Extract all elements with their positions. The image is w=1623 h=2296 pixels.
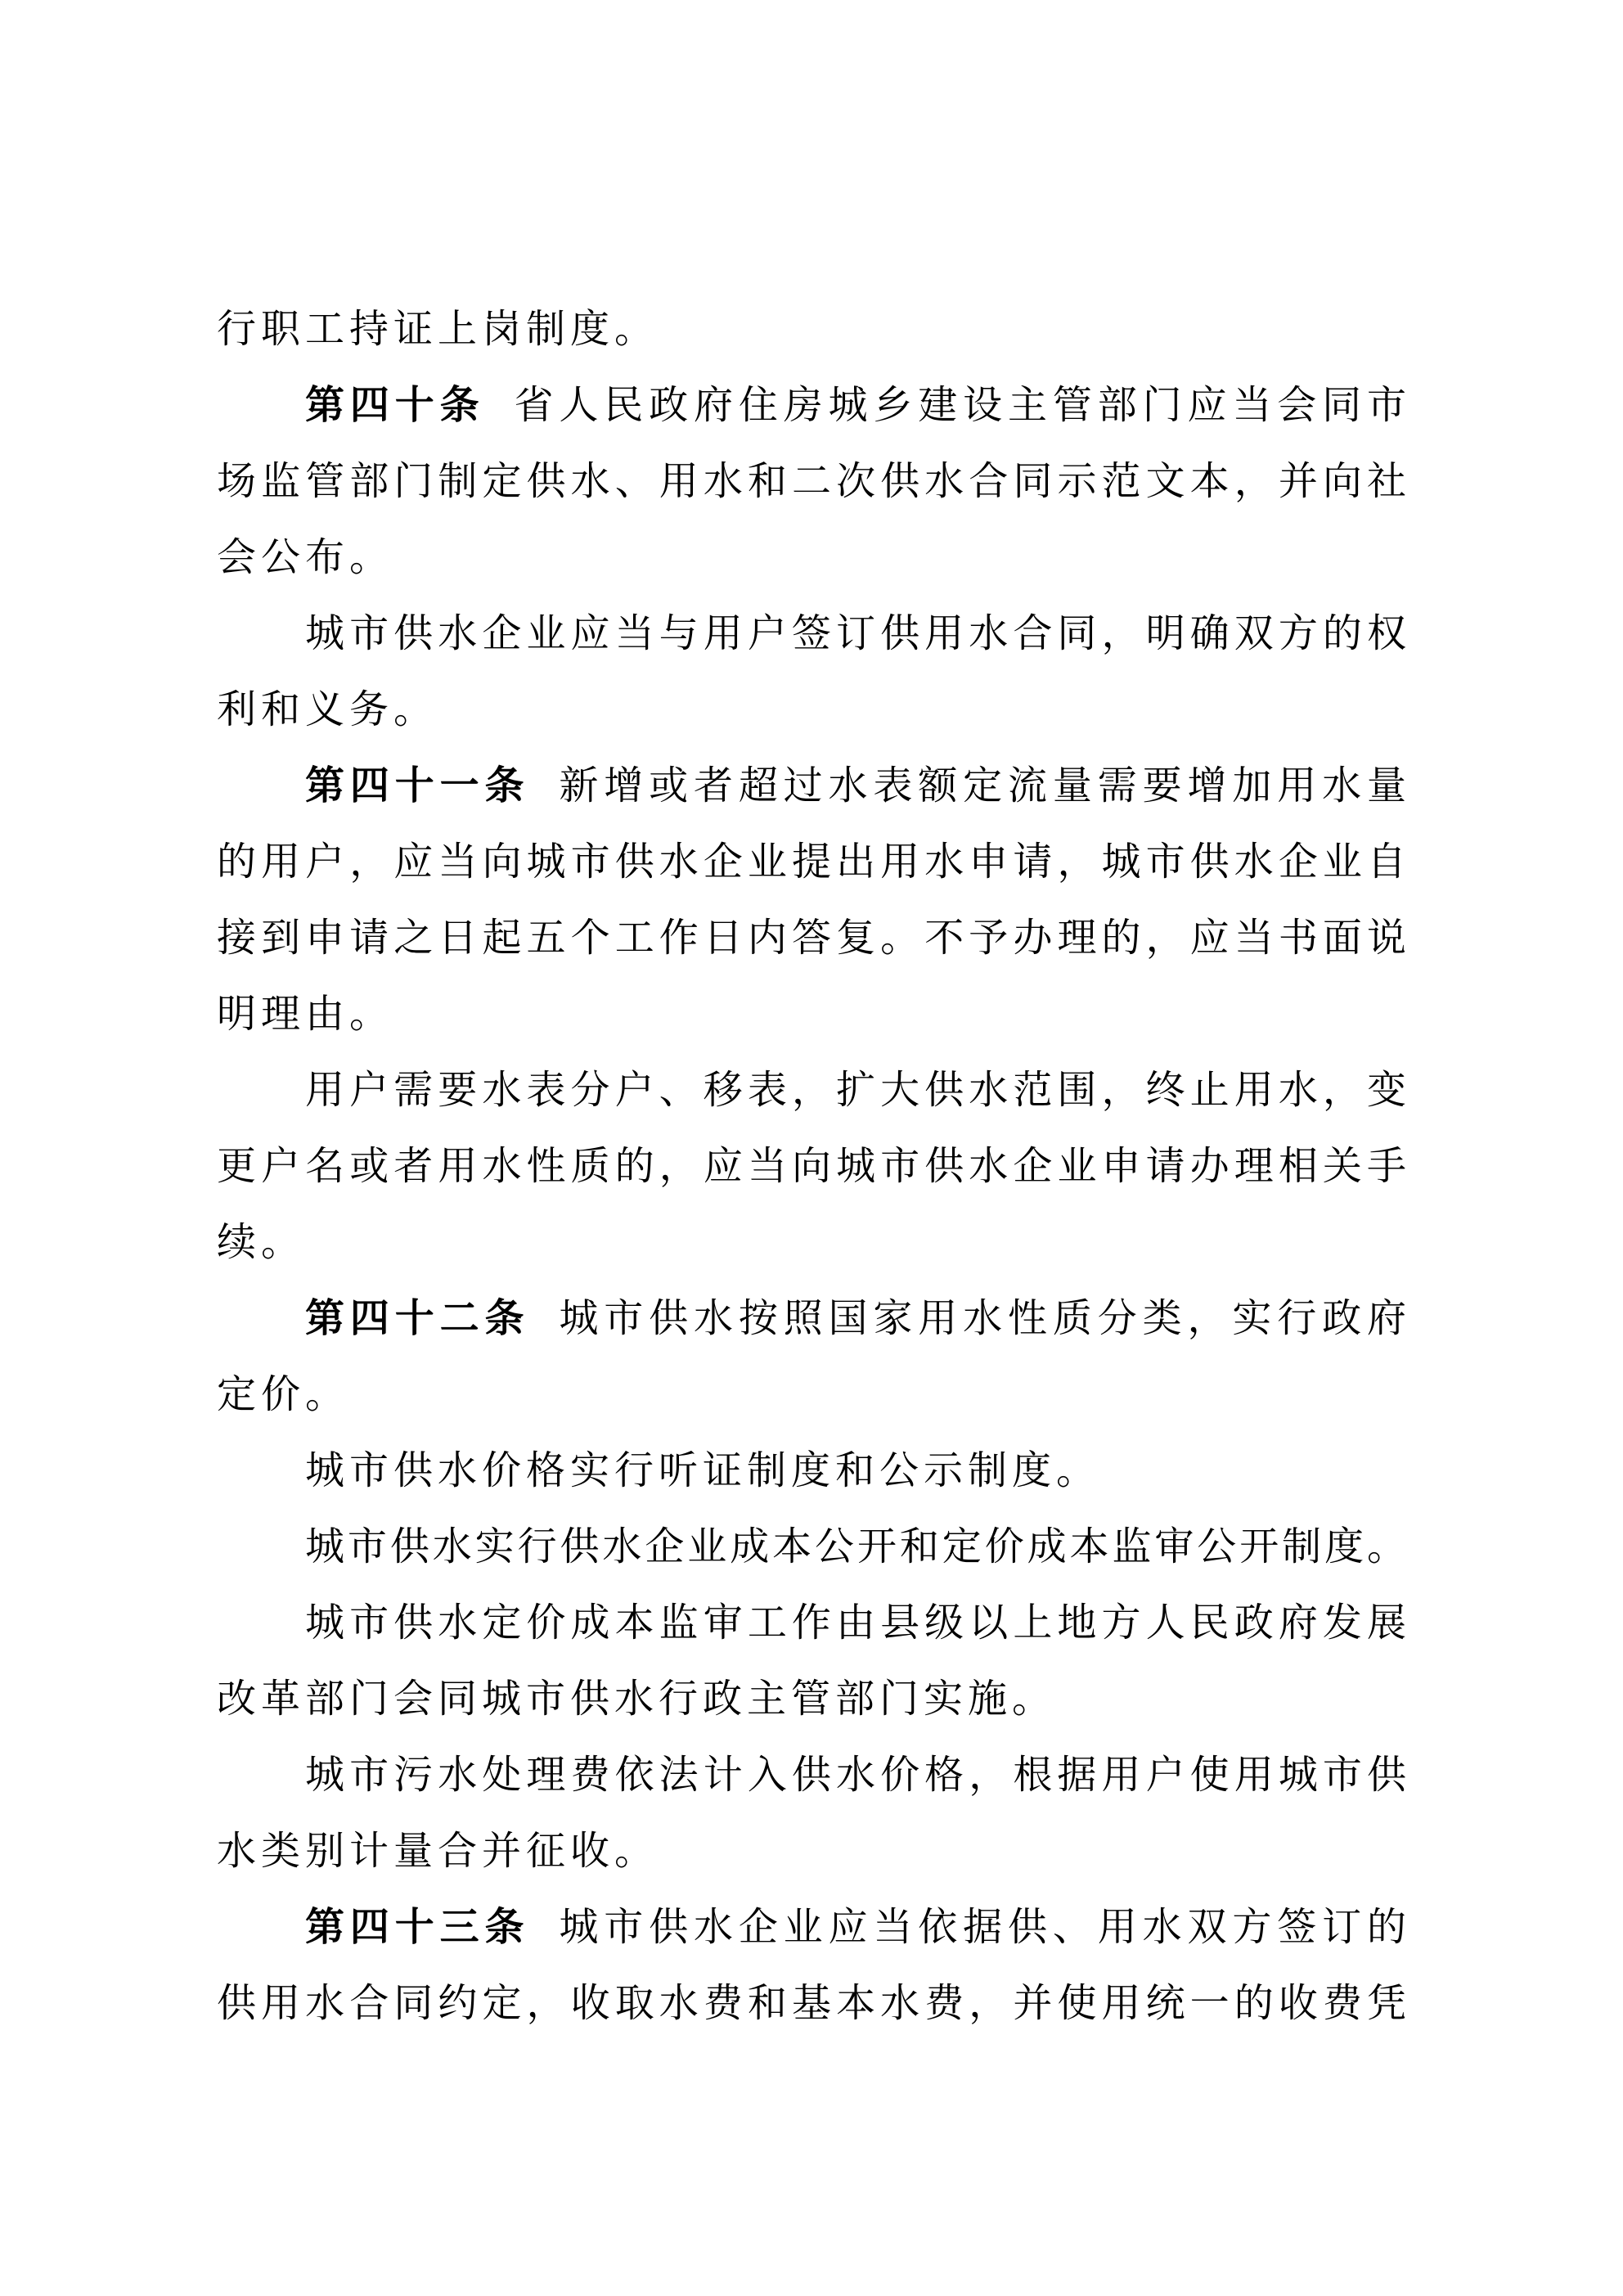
text-line <box>217 367 1407 443</box>
paragraph-article-41 <box>217 748 1407 1052</box>
paragraph <box>217 596 1407 748</box>
text-line: 改革部门会同城市供水行政主管部门实施。 <box>217 1677 1057 1721</box>
text-line: 利和义务。 <box>217 688 438 732</box>
article-number: 第四十一条 <box>305 763 530 808</box>
article-number: 第四十条 <box>305 382 485 428</box>
text-line: 的用户，应当向城市供水企业提出用水申请，城市供水企业自 <box>217 840 1407 884</box>
text-line: 城市供水定价成本监审工作由县级以上地方人民政府发展 <box>305 1601 1407 1645</box>
text-line <box>217 748 1407 824</box>
paragraph-article-40 <box>217 367 1407 596</box>
paragraph <box>217 1737 1407 1889</box>
article-number: 第四十三条 <box>305 1904 530 1950</box>
text-line: 城市供水企业应当与用户签订供用水合同，明确双方的权 <box>305 612 1407 655</box>
text-line: 定价。 <box>217 1373 350 1416</box>
text-line: 行职工持证上岗制度。 <box>217 308 659 351</box>
text-line: 城市污水处理费依法计入供水价格，根据用户使用城市供 <box>305 1754 1407 1797</box>
text-line: 用户需要水表分户、移表，扩大供水范围，终止用水，变 <box>305 1069 1407 1112</box>
paragraph <box>217 291 1407 367</box>
paragraph <box>217 1509 1407 1585</box>
text-line: 会公布。 <box>217 536 394 579</box>
text-content <box>217 291 1407 2042</box>
text-line: 场监管部门制定供水、用水和二次供水合同示范文本，并向社 <box>217 460 1407 503</box>
text-line: 城市供水实行供水企业成本公开和定价成本监审公开制度。 <box>305 1525 1407 1569</box>
text-line: 供用水合同约定，收取水费和基本水费，并使用统一的收费凭 <box>217 1982 1407 2025</box>
text-line <box>217 1281 1407 1357</box>
paragraph-article-43 <box>217 1889 1407 2042</box>
text-line: 城市供水价格实行听证制度和公示制度。 <box>305 1449 1101 1492</box>
text-line <box>217 1889 1407 1965</box>
text-line: 接到申请之日起五个工作日内答复。不予办理的，应当书面说 <box>217 916 1407 960</box>
article-number: 第四十二条 <box>305 1295 530 1341</box>
text-line: 续。 <box>217 1221 306 1264</box>
text-line: 更户名或者用水性质的，应当向城市供水企业申请办理相关手 <box>217 1145 1407 1188</box>
line-text: 省人民政府住房城乡建设主管部门应当会同市 <box>514 384 1407 427</box>
paragraph <box>217 1433 1407 1509</box>
text-line: 明理由。 <box>217 993 394 1036</box>
text-line: 水类别计量合并征收。 <box>217 1830 659 1873</box>
line-text: 城市供水按照国家用水性质分类，实行政府 <box>559 1297 1407 1340</box>
paragraph <box>217 1585 1407 1737</box>
paragraph-article-42 <box>217 1281 1407 1433</box>
paragraph <box>217 1052 1407 1281</box>
line-text: 新增或者超过水表额定流量需要增加用水量 <box>559 764 1407 808</box>
line-text: 城市供水企业应当依据供、用水双方签订的 <box>559 1906 1407 1949</box>
